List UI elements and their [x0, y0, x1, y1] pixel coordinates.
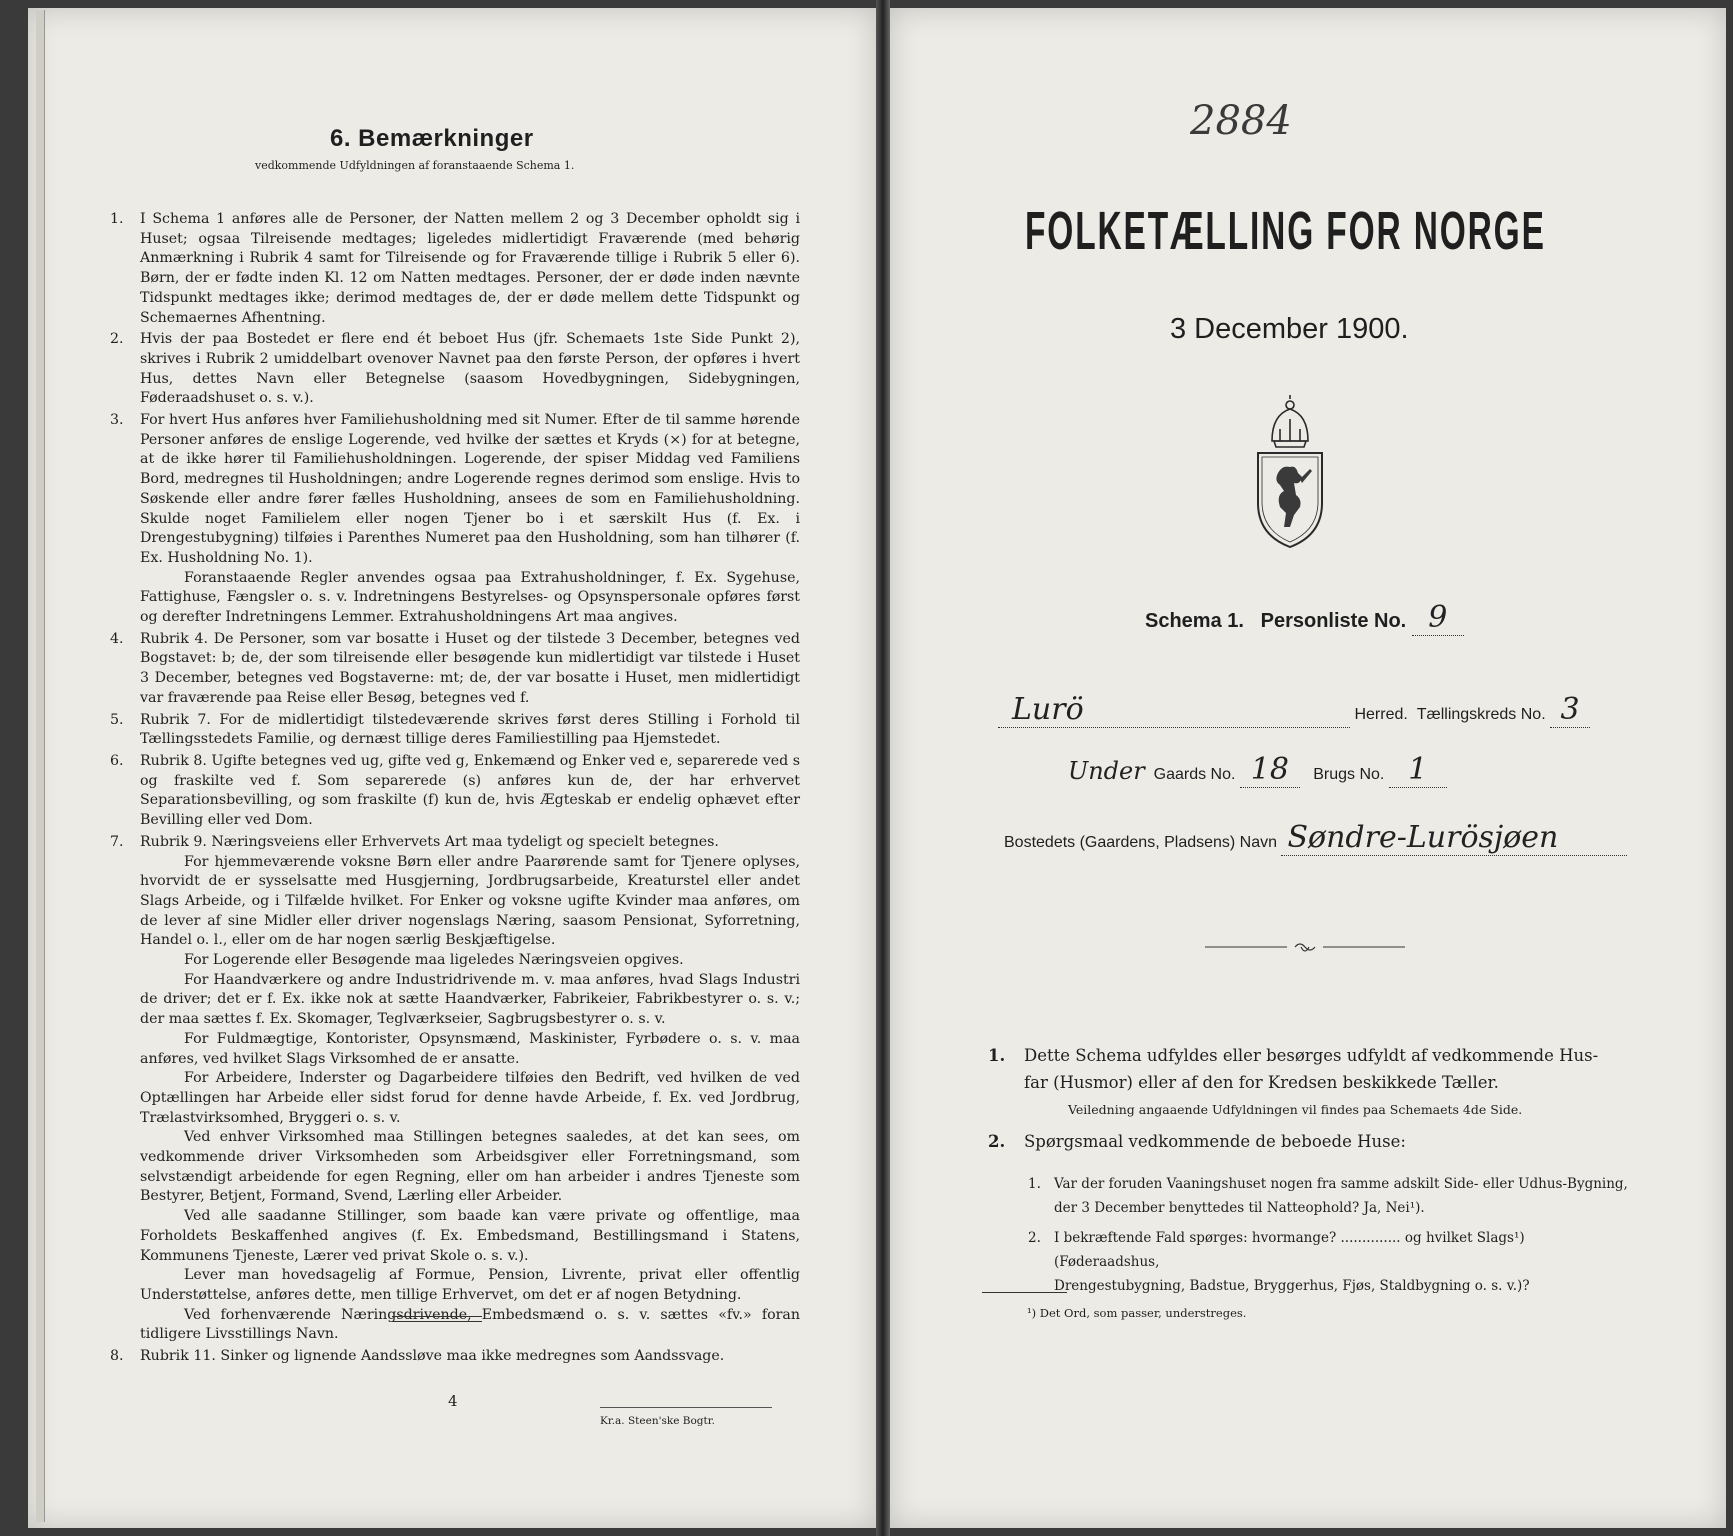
notes-list	[110, 210, 800, 1369]
note-8: 8. Rubrik 11. Sinker og lignende Aandssløve maa ikke medregnes som Aandssvage.	[110, 1348, 725, 1365]
note-1: 1. I Schema 1 anføres alle de Personer, der Natten mellem 2 og 3 December opholdt sig i Huset; ogsaa Tilreisende medtages; ligeledes midlertidigt Fraværende (med behørig Anmærkning i Rubrik 4 samt for Tilreisende og for Fraværende tillige i Rubrik 5 eller 6). Børn, der er fødte inden Kl. 12 om Natten medtages. Personer, der er døde inden nævnte Tidspunkt medtages ikke; derimod medtages de, der er døde mellem dette Tidspunkt og Schemaernes Afhentning.	[110, 211, 800, 326]
form-title: FOLKETÆLLING FOR NORGE	[1025, 201, 1546, 261]
herred-value: Lurö	[1012, 692, 1084, 727]
printer-imprint: Kr.a. Steen'ske Bogtr.	[600, 1415, 715, 1427]
instruction-2: 2. Spørgsmaal vedkommende de beboede Huse:	[988, 1132, 1406, 1151]
brugs-number: 1	[1408, 752, 1428, 787]
bosted-row: Bostedets (Gaardens, Pladsens) Navn Søndre-Lurösjøen	[1004, 820, 1627, 856]
footnote-rule	[982, 1292, 1067, 1293]
question-2: 2. I bekræftende Fald spørges: hvormange? .............. og hvilket Slags¹) (Føderaadshus, Drengestubygning, Badstue, Bryggerhus, Fjøs, Staldbygning o. s. v.)?	[1028, 1230, 1530, 1294]
book-gutter	[876, 0, 890, 1536]
under-note: Under	[1068, 757, 1145, 785]
note-3: 3. For hvert Hus anføres hver Familiehusholdning med sit Numer. Efter de til samme hørende Personer anføres de enslige Logerende, ved hvilke der sættes et Kryds (×) for at betegne, at de ikke hører til Familiehusholdningen. Logerende, der spiser Middag ved Familiens Bord, medregnes til Husholdningen; andre Logerende regnes derimod som enslige. Hvis to Søskende eller andre fører fælles Husholdning, ansees de som en Familiehusholdning. Skulde noget Familielem eller nogen Tjener bo i et særskilt Hus (f. Ex. i Drengestubygning) tilføies i Parenthes Numeret paa den Husholdning, som han tilhører (f. Ex. Husholdning No. 1). Foranstaaende Regler anvendes ogsaa paa Extrahusholdninger, f. Ex. Sygehuse, Fattighuse, Fængsler o. s. v. Indretningens Bestyrelses- og Opsynspersonale opføres først og derefter Indretningens Lemmer. Extrahusholdningens Art maa angives.	[110, 412, 800, 626]
schema-personliste: Schema 1. Personliste No. 9	[1145, 600, 1464, 636]
instruction-1: 1. Dette Schema udfyldes eller besørges udfyldt af vedkommende Hus- far (Husmor) eller af den for Kredsen beskikkede Tæller. Veiledning angaaende Udfyldningen vil findes paa Schemaets 4de Side.	[988, 1046, 1599, 1117]
note-5: 5. Rubrik 7. For de midlertidigt tilstedeværende skrives først deres Stilling i Forhold til Tællingsstedets Familie, og dernæst tillige deres Familiestilling paa Hjemstedet.	[110, 711, 800, 748]
bleed-through-text	[68, 126, 84, 166]
gaard-row: Under Gaards No. 18 Brugs No. 1	[1068, 752, 1447, 788]
gaards-number: 18	[1250, 752, 1289, 787]
note-6: 6. Rubrik 8. Ugifte betegnes ved ug, gifte ved g, Enkemænd og Enker ved e, separerede ved s og fraskilte ved f. Som separerede (s) anføres kun de, der har erhvervet Separationsbevilling, og som fraskilte (f) kun de, hvis Ægteskab er endelig ophævet efter Bevilling eller ved Dom.	[110, 752, 800, 829]
page-edge	[36, 10, 45, 1522]
census-date: 3 December 1900.	[1170, 313, 1409, 345]
personliste-number: 9	[1428, 600, 1448, 635]
kreds-number: 3	[1560, 692, 1580, 727]
footnote: ¹) Det Ord, som passer, understreges.	[1027, 1306, 1247, 1320]
divider	[600, 1407, 772, 1408]
bosted-value: Søndre-Lurösjøen	[1287, 820, 1559, 855]
note-7: 7. Rubrik 9. Næringsveiens eller Erhvervets Art maa tydeligt og specielt betegnes. For hjemmeværende voksne Børn eller andre Paarørende samt for Tjenere oplyses, hvorvidt de er sysselsatte med Husgjerning, Jordbrugsarbeide, Kreaturstel eller andet Slags Arbeide, og i Tilfælde hvilket. For Enker og voksne ugifte Kvinder maa anføres, om de lever af sine Midler eller driver nogenslags Næring, saasom Pensionat, Syforretning, Handel o. l., eller om de har nogen særlig Beskjæftigelse. For Logerende eller Besøgende maa ligeledes Næringsveien opgives. For Haandværkere og andre Industridrivende m. v. maa anføres, hvad Slags Industri de driver; det er f. Ex. ikke nok at sætte Haandværker, Fabrikeier, Fabrikbestyrer o. s. v.; der maa sættes f. Ex. Skomager, Teglværkseier, Sagbrugsbestyrer o. s. v. For Fuldmægtige, Kontorister, Opsynsmænd, Maskinister, Fyrbødere o. s. v. maa anføres, ved hvilket Slags Virksomhed de er ansatte. For Arbeidere, Inderster og Dagarbeidere tilføies den Bedrift, ved hvilken de ved Optællingen har Arbeide eller sidst forud for denne havde Arbeide, f. Ex. ved Jordbrug, Trælastvirksomhed, Bryggeri o. s. v. Ved enhver Virksomhed maa Stillingen betegnes saaledes, at det kan sees, om vedkommende driver Virksomheden som Arbeidsgiver eller Forretningsmand, som selvstændigt arbeidende for egen Regning, eller om han arbeider i andres Tjeneste som Bestyrer, Betjent, Formand, Svend, Lærling eller Arbeider. Ved alle saadanne Stillinger, som baade kan være private og offentlige, maa Forholdets Beskaffenhed angives (f. Ex. Embedsmand, Bestillingsmand i Statens, Kommunens Tjeneste, Lærer ved privat Skole o. s. v.). Lever man hovedsagelig af Formue, Pension, Livrente, privat eller offentlig Understøttelse, anføres dette, men tillige Erhvervet, om det er af nogen Betydning. Ved forhenværende Næringsdrivende, Embedsmænd o. s. v. sættes «fv.» foran tidligere Livsstillings Navn.	[110, 833, 800, 1343]
question-1: 1. Var der foruden Vaaningshuset nogen fra samme adskilt Side- eller Udhus-Bygning, der 3 December benyttedes til Natteophold? Ja, Nei¹).	[1028, 1176, 1628, 1216]
divider	[392, 1316, 482, 1317]
divider	[392, 1321, 482, 1322]
note-2: 2. Hvis der paa Bostedet er flere end ét beboet Hus (jfr. Schemaets 1ste Side Punkt 2), skrives i Rubrik 2 umiddelbart ovenover Navnet paa den første Person, der opføres i hvert Hus, dettes Navn eller Betegnelse (saasom Hovedbygningen, Sidebygningen, Føderaadshuset o. s. v.).	[110, 331, 800, 407]
coat-of-arms-icon	[1250, 395, 1330, 550]
section-title: 6. Bemærkninger	[330, 125, 534, 152]
page-number: 4	[448, 1392, 458, 1410]
section-subtitle: vedkommende Udfyldningen af foranstaaende Schema 1.	[255, 159, 575, 172]
archive-number: 2884	[1190, 98, 1292, 144]
note-4: 4. Rubrik 4. De Personer, som var bosatte i Huset og der tilstede 3 December, betegnes ved Bogstavet: b; de, der som tilreisende eller besøgende kun midlertidigt var tilstede i Huset 3 December, betegnes ved Bogstaverne: mt; de, der var bosatte i Huset, men midlertidigt var fraværende paa Reise eller Besøg, betegnes ved f.	[110, 630, 800, 706]
herred-row: Lurö Herred. Tællingskreds No. 3	[998, 692, 1590, 728]
ornament-divider-icon	[1205, 937, 1405, 957]
